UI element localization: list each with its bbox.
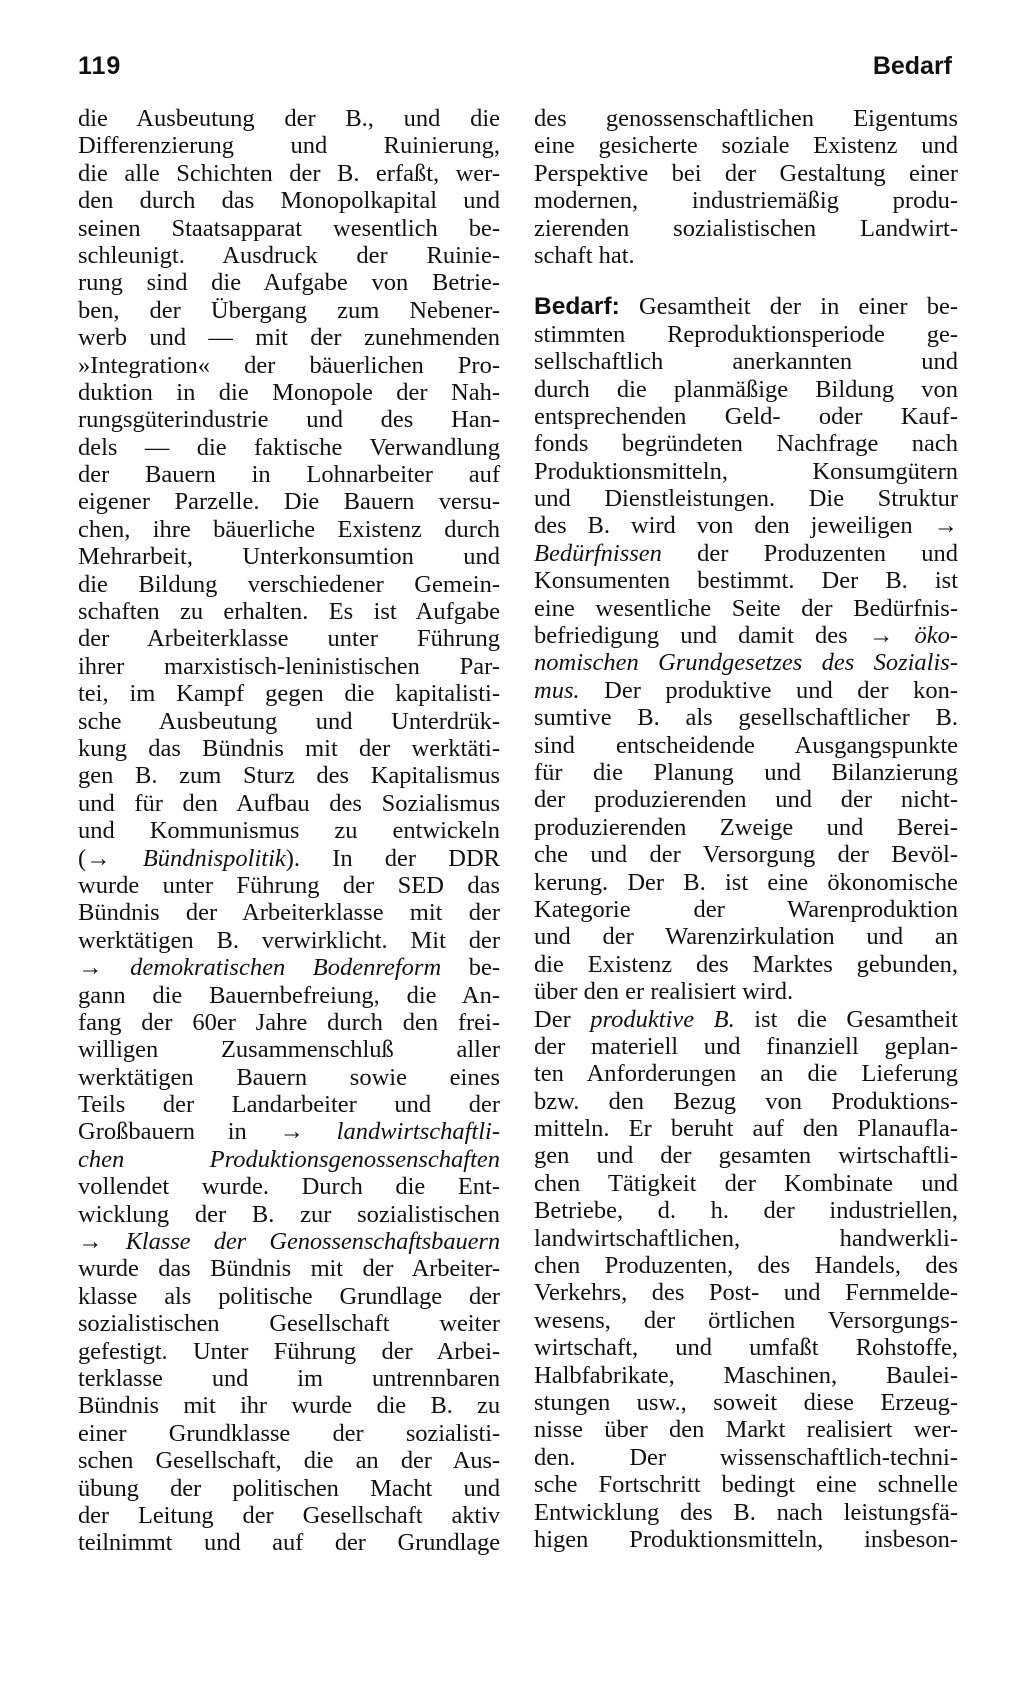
text-line: der Leitung der Gesellschaft aktiv [78, 1501, 500, 1529]
dictionary-entry-bedarf [534, 293, 958, 1553]
text-line: higen Produktionsmitteln, insbeson- [534, 1525, 958, 1553]
text-line: kerung. Der B. ist eine ökonomische [534, 868, 958, 896]
text-line: mitteln. Er beruht auf den Planaufla- [534, 1115, 958, 1143]
text-line: tei, im Kampf gegen die kapitalisti- [78, 680, 500, 708]
text-line: sozialistischen Gesellschaft weiter [78, 1310, 500, 1338]
entry-first-line: Gesamtheit der in einer be- [619, 293, 958, 321]
text-line: sind entscheidende Ausgangspunkte [534, 731, 958, 759]
text-line: vollendet wurde. Durch die Ent- [78, 1173, 500, 1201]
text-line: den durch das Monopolkapital und [78, 187, 500, 215]
text-line: Kategorie der Warenproduktion [534, 895, 958, 923]
page-number: 119 [78, 52, 122, 80]
text-line: einer Grundklasse der sozialisti- [78, 1419, 500, 1447]
text-line: kung das Bündnis mit der werktäti- [78, 734, 500, 762]
text-line: wurde das Bündnis mit der Arbeiter- [78, 1255, 500, 1283]
text-line: Halbfabrikate, Maschinen, Baulei- [534, 1361, 958, 1389]
text-line: terklasse und im untrennbaren [78, 1364, 500, 1392]
text-line: und der Warenzirkulation und an [534, 923, 958, 951]
text-line: ten Anforderungen an die Lieferung [534, 1060, 958, 1088]
text-line [534, 293, 958, 320]
text-line: gen B. zum Sturz des Kapitalismus [78, 762, 500, 790]
text-line: dels — die faktische Verwandlung [78, 433, 500, 461]
text-line: Entwicklung des B. nach leistungsfä- [534, 1498, 958, 1526]
text-line: schen Gesellschaft, die an der Aus- [78, 1447, 500, 1475]
text-line: der materiell und finanziell geplan- [534, 1032, 958, 1060]
text-line: Der produktive B. ist die Gesamtheit [534, 1005, 958, 1033]
text-line: wurde unter Führung der SED das [78, 871, 500, 899]
text-line: Mehrarbeit, Unterkonsumtion und [78, 543, 500, 571]
text-line: der Arbeiterklasse unter Führung [78, 625, 500, 653]
text-line: → demokratischen Bodenreform be- [78, 954, 500, 982]
text-line: über den er realisiert wird. [534, 978, 794, 1006]
text-line: und Dienstleistungen. Die Struktur [534, 485, 958, 513]
text-line: Verkehrs, des Post- und Fernmelde- [534, 1279, 958, 1307]
text-line: Betriebe, d. h. der industriellen, [534, 1197, 958, 1225]
left-column [78, 105, 500, 1557]
text-line: gen und der gesamten wirtschaftli- [534, 1142, 958, 1170]
text-line: Bedürfnissen der Produzenten und [534, 539, 958, 567]
text-line: der produzierenden und der nicht- [534, 786, 958, 814]
entry-headword: Bedarf: [534, 293, 620, 321]
text-line: Bündnis der Arbeiterklasse mit der [78, 899, 500, 927]
text-line: übung der politischen Macht und [78, 1474, 500, 1502]
text-line: die alle Schichten der B. erfaßt, wer- [78, 159, 500, 187]
text-line: und für den Aufbau des Sozialismus [78, 789, 500, 817]
text-line: chen Produktionsgenossenschaften [78, 1145, 500, 1173]
text-line: teilnimmt und auf der Grundlage [78, 1529, 500, 1557]
right-column [534, 105, 958, 1553]
running-head: Bedarf [872, 52, 952, 80]
text-line: (→ Bündnispolitik). In der DDR [78, 844, 500, 872]
text-line: produzierenden Zweige und Berei- [534, 813, 958, 841]
text-line: die Ausbeutung der B., und die [78, 105, 500, 132]
text-line: schaft hat. [534, 241, 635, 269]
text-line: modernen, industriemäßig produ- [534, 187, 958, 215]
text-line: wirtschaft, und umfaßt Rohstoffe, [534, 1334, 958, 1362]
text-line: der Bauern in Lohnarbeiter auf [78, 461, 500, 489]
text-line: stungen usw., soweit diese Erzeug- [534, 1388, 958, 1416]
text-line: Konsumenten bestimmt. Der B. ist [534, 567, 958, 595]
paragraph-gap [534, 269, 958, 293]
text-line: zierenden sozialistischen Landwirt- [534, 214, 958, 242]
text-line: befriedigung und damit des → öko- [534, 622, 958, 650]
text-line: sche Fortschritt bedingt eine schnelle [534, 1471, 958, 1499]
text-line: rungsgüterindustrie und des Han- [78, 406, 500, 434]
text-line: ben, der Übergang zum Nebener- [78, 296, 500, 324]
text-line: rung sind die Aufgabe von Betrie- [78, 269, 500, 297]
text-line: seinen Staatsapparat wesentlich be- [78, 214, 500, 242]
text-line: Perspektive bei der Gestaltung einer [534, 159, 958, 187]
text-line: Großbauern in → landwirtschaftli- [78, 1118, 500, 1146]
text-line: die Existenz des Marktes gebunden, [534, 950, 958, 978]
text-line: bzw. den Bezug von Produktions- [534, 1087, 958, 1115]
text-line: chen Produzenten, des Handels, des [534, 1252, 958, 1280]
text-line: che und der Versorgung der Bevöl- [534, 841, 958, 869]
text-line: fonds begründeten Nachfrage nach [534, 430, 958, 458]
text-line: chen, ihre bäuerliche Existenz durch [78, 515, 500, 543]
text-line: werb und — mit der zunehmenden [78, 324, 500, 352]
text-line: Bündnis mit ihr wurde die B. zu [78, 1392, 500, 1420]
text-line: durch die planmäßige Bildung von [534, 375, 958, 403]
text-line: den. Der wissenschaftlich-techni- [534, 1443, 958, 1471]
text-line: nomischen Grundgesetzes des Sozialis- [534, 649, 958, 677]
text-line: landwirtschaftlichen, handwerkli- [534, 1224, 958, 1252]
text-line: des B. wird von den jeweiligen → [534, 512, 958, 540]
text-line: werktätigen B. verwirklicht. Mit der [78, 926, 500, 954]
text-line: eigener Parzelle. Die Bauern versu- [78, 488, 500, 516]
text-line: willigen Zusammenschluß aller [78, 1036, 500, 1064]
text-line: stimmten Reproduktionsperiode ge- [534, 320, 958, 348]
text-line: sellschaftlich anerkannten und [534, 348, 958, 376]
text-line: klasse als politische Grundlage der [78, 1282, 500, 1310]
right-column-continuation [534, 105, 958, 269]
text-line: duktion in die Monopole der Nah- [78, 378, 500, 406]
text-line: Differenzierung und Ruinierung, [78, 132, 500, 160]
text-line: und Kommunismus zu entwickeln [78, 817, 500, 845]
text-line: »Integration« der bäuerlichen Pro- [78, 351, 500, 379]
text-line: chen Tätigkeit der Kombinate und [534, 1169, 958, 1197]
text-line: für die Planung und Bilanzierung [534, 758, 958, 786]
text-line: ihrer marxistisch-leninistischen Par- [78, 652, 500, 680]
text-line: eine gesicherte soziale Existenz und [534, 132, 958, 160]
text-line: fang der 60er Jahre durch den frei- [78, 1008, 500, 1036]
text-line: sche Ausbeutung und Unterdrük- [78, 707, 500, 735]
text-line: Teils der Landarbeiter und der [78, 1091, 500, 1119]
text-line: gann die Bauernbefreiung, die An- [78, 981, 500, 1009]
text-line: werktätigen Bauern sowie eines [78, 1063, 500, 1091]
text-line: → Klasse der Genossenschaftsbauern [78, 1228, 500, 1256]
text-line: des genossenschaftlichen Eigentums [534, 105, 958, 132]
text-line: schaften zu erhalten. Es ist Aufgabe [78, 598, 500, 626]
text-line: die Bildung verschiedener Gemein- [78, 570, 500, 598]
text-line: gefestigt. Unter Führung der Arbei- [78, 1337, 500, 1365]
text-line: eine wesentliche Seite der Bedürfnis- [534, 594, 958, 622]
text-line: nisse über den Markt realisiert wer- [534, 1416, 958, 1444]
text-line: schleunigt. Ausdruck der Ruinie- [78, 241, 500, 269]
text-line: wesens, der örtlichen Versorgungs- [534, 1306, 958, 1334]
text-line: Produktionsmitteln, Konsumgütern [534, 457, 958, 485]
text-line: sumtive B. als gesellschaftlicher B. [534, 704, 958, 732]
text-line: wicklung der B. zur sozialistischen [78, 1200, 500, 1228]
text-line: entsprechenden Geld- oder Kauf- [534, 402, 958, 430]
text-line: mus. Der produktive und der kon- [534, 676, 958, 704]
